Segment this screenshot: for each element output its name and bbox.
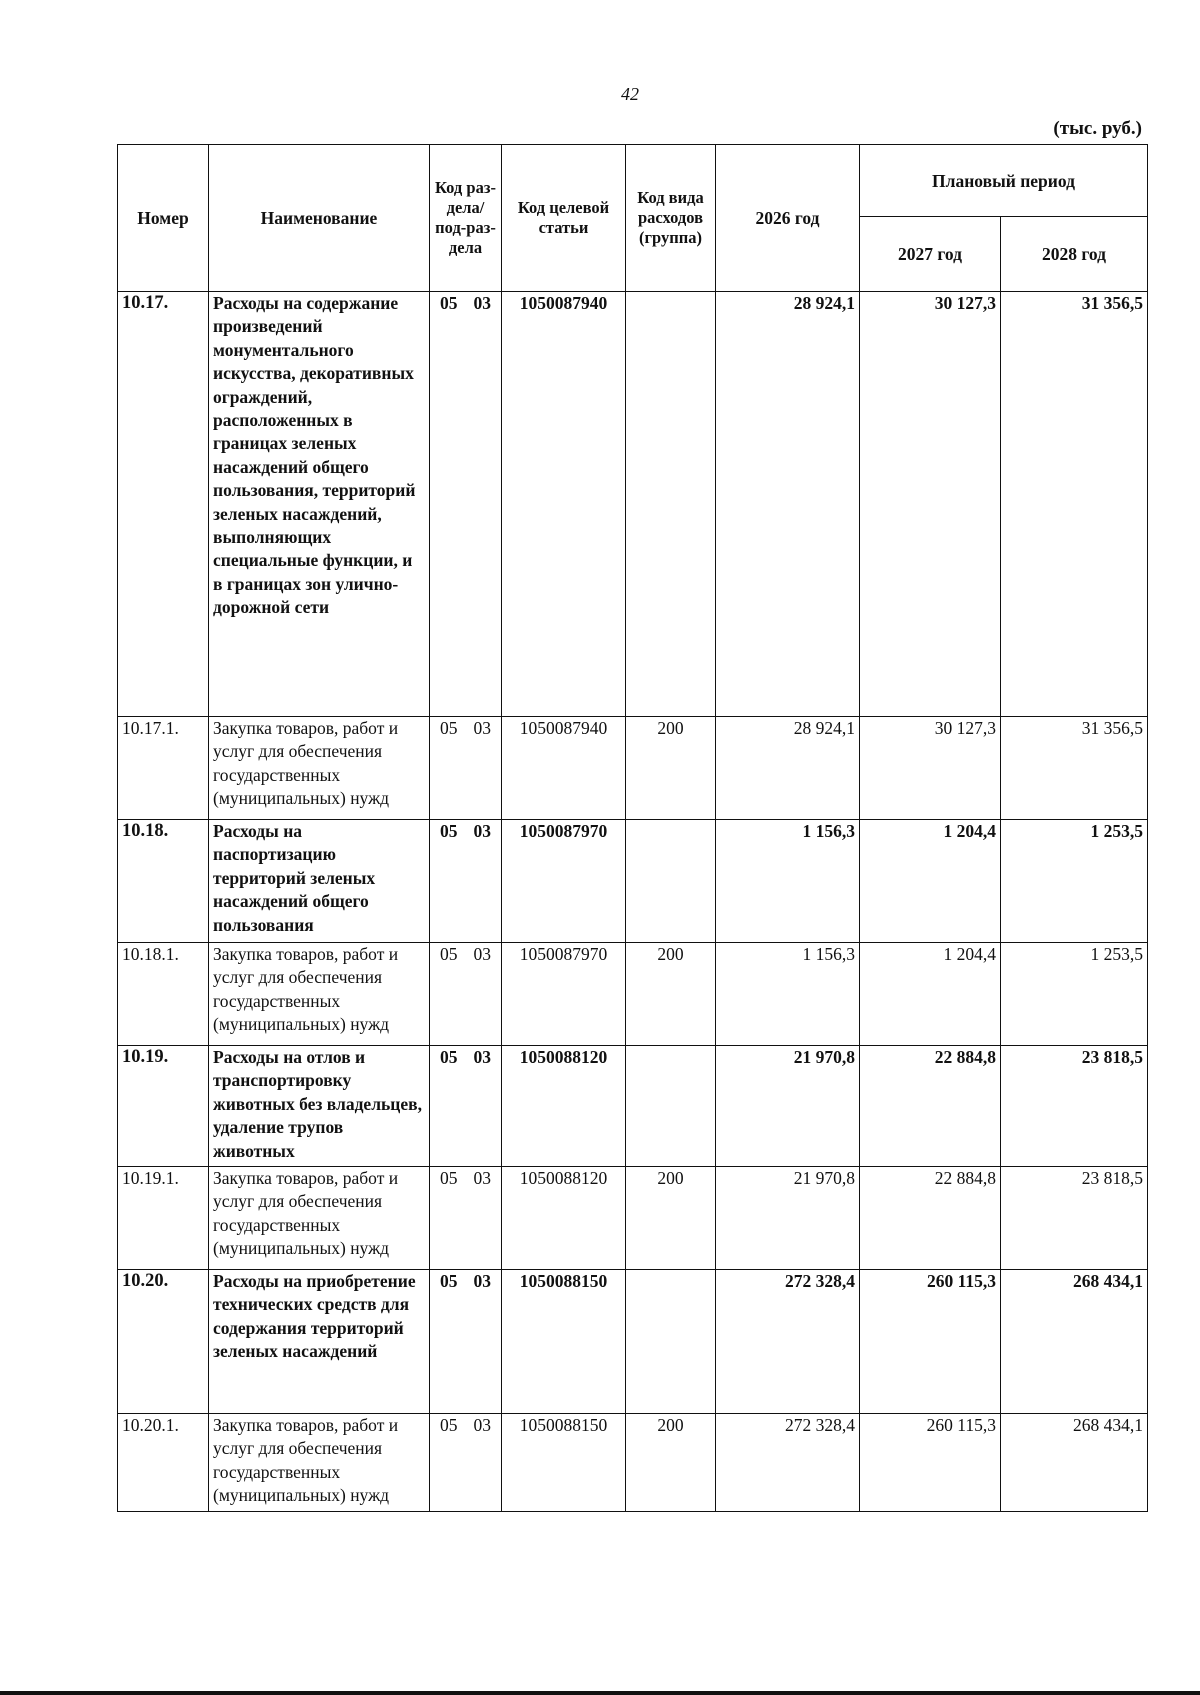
row-subsection: 03 bbox=[473, 293, 491, 313]
row-section: 05 bbox=[440, 293, 458, 313]
row-number: 10.20. bbox=[118, 1270, 209, 1414]
row-target-code: 1050088120 bbox=[502, 1046, 626, 1167]
row-section: 05 bbox=[440, 1047, 458, 1067]
header-name: Наименование bbox=[209, 145, 430, 292]
row-expense-kind: 200 bbox=[626, 717, 716, 820]
row-subsection: 03 bbox=[473, 1047, 491, 1067]
row-name: Закупка товаров, работ и услуг для обеспечения государственных (муниципальных) нужд bbox=[209, 1167, 430, 1270]
row-value-2027: 30 127,3 bbox=[860, 717, 1001, 820]
table-row bbox=[118, 1046, 1148, 1167]
row-name: Закупка товаров, работ и услуг для обеспечения государственных (муниципальных) нужд bbox=[209, 943, 430, 1046]
row-target-code: 1050087970 bbox=[502, 820, 626, 943]
row-value-2028: 23 818,5 bbox=[1001, 1046, 1148, 1167]
table-row bbox=[118, 820, 1148, 943]
row-number: 10.17. bbox=[118, 292, 209, 717]
row-target-code: 1050088150 bbox=[502, 1270, 626, 1414]
row-name: Закупка товаров, работ и услуг для обеспечения государственных (муниципальных) нужд bbox=[209, 1414, 430, 1512]
row-value-2028: 268 434,1 bbox=[1001, 1270, 1148, 1414]
row-value-2026: 272 328,4 bbox=[716, 1414, 860, 1512]
row-subsection: 03 bbox=[473, 1168, 491, 1188]
row-name: Расходы на паспортизацию территорий зеленых насаждений общего пользования bbox=[209, 820, 430, 943]
row-value-2027: 1 204,4 bbox=[860, 820, 1001, 943]
row-expense-kind bbox=[626, 820, 716, 943]
row-target-code: 1050087940 bbox=[502, 292, 626, 717]
row-value-2026: 21 970,8 bbox=[716, 1167, 860, 1270]
table-row bbox=[118, 1270, 1148, 1414]
row-value-2027: 30 127,3 bbox=[860, 292, 1001, 717]
row-section: 05 bbox=[440, 718, 458, 738]
row-section-code bbox=[430, 1414, 502, 1512]
row-expense-kind bbox=[626, 1046, 716, 1167]
row-value-2028: 1 253,5 bbox=[1001, 943, 1148, 1046]
row-value-2026: 28 924,1 bbox=[716, 717, 860, 820]
row-name: Расходы на отлов и транспортировку животных без владельцев, удаление трупов животных bbox=[209, 1046, 430, 1167]
header-section-code: Код раз-дела/ под-раз-дела bbox=[430, 145, 502, 292]
row-section-code bbox=[430, 1046, 502, 1167]
row-number: 10.18.1. bbox=[118, 943, 209, 1046]
row-subsection: 03 bbox=[473, 1271, 491, 1291]
page-number: 42 bbox=[621, 84, 639, 104]
row-target-code: 1050087970 bbox=[502, 943, 626, 1046]
row-value-2027: 1 204,4 bbox=[860, 943, 1001, 1046]
row-expense-kind: 200 bbox=[626, 1414, 716, 1512]
row-number: 10.19.1. bbox=[118, 1167, 209, 1270]
row-section-code bbox=[430, 943, 502, 1046]
header-expense-kind: Код вида расходов (группа) bbox=[626, 145, 716, 292]
row-value-2028: 1 253,5 bbox=[1001, 820, 1148, 943]
row-subsection: 03 bbox=[473, 944, 491, 964]
table-header bbox=[118, 145, 1148, 292]
table-row bbox=[118, 1414, 1148, 1512]
table-row bbox=[118, 1167, 1148, 1270]
row-target-code: 1050087940 bbox=[502, 717, 626, 820]
row-expense-kind bbox=[626, 1270, 716, 1414]
row-section: 05 bbox=[440, 821, 458, 841]
row-section: 05 bbox=[440, 944, 458, 964]
header-target-code: Код целевой статьи bbox=[502, 145, 626, 292]
table-row bbox=[118, 292, 1148, 717]
row-value-2027: 260 115,3 bbox=[860, 1270, 1001, 1414]
row-value-2026: 1 156,3 bbox=[716, 820, 860, 943]
row-target-code: 1050088120 bbox=[502, 1167, 626, 1270]
row-value-2027: 22 884,8 bbox=[860, 1046, 1001, 1167]
budget-table bbox=[117, 144, 1148, 1512]
row-value-2026: 21 970,8 bbox=[716, 1046, 860, 1167]
header-year-2026: 2026 год bbox=[716, 145, 860, 292]
row-section: 05 bbox=[440, 1415, 458, 1435]
row-name: Закупка товаров, работ и услуг для обеспечения государственных (муниципальных) нужд bbox=[209, 717, 430, 820]
header-planned-period: Плановый период bbox=[860, 145, 1148, 217]
row-name: Расходы на приобретение технических средств для содержания территорий зеленых насаждений bbox=[209, 1270, 430, 1414]
row-section-code bbox=[430, 717, 502, 820]
table-body bbox=[118, 292, 1148, 1512]
row-value-2028: 268 434,1 bbox=[1001, 1414, 1148, 1512]
row-section: 05 bbox=[440, 1168, 458, 1188]
header-year-2028: 2028 год bbox=[1001, 217, 1148, 292]
row-number: 10.18. bbox=[118, 820, 209, 943]
row-value-2026: 1 156,3 bbox=[716, 943, 860, 1046]
row-expense-kind bbox=[626, 292, 716, 717]
row-target-code: 1050088150 bbox=[502, 1414, 626, 1512]
row-section: 05 bbox=[440, 1271, 458, 1291]
row-subsection: 03 bbox=[473, 718, 491, 738]
row-value-2027: 22 884,8 bbox=[860, 1167, 1001, 1270]
row-value-2026: 28 924,1 bbox=[716, 292, 860, 717]
row-number: 10.19. bbox=[118, 1046, 209, 1167]
row-section-code bbox=[430, 820, 502, 943]
row-value-2028: 31 356,5 bbox=[1001, 292, 1148, 717]
table-row bbox=[118, 717, 1148, 820]
unit-label: (тыс. руб.) bbox=[1053, 118, 1142, 139]
row-expense-kind: 200 bbox=[626, 943, 716, 1046]
header-year-2027: 2027 год bbox=[860, 217, 1001, 292]
row-expense-kind: 200 bbox=[626, 1167, 716, 1270]
row-section-code bbox=[430, 1167, 502, 1270]
row-subsection: 03 bbox=[473, 821, 491, 841]
row-name: Расходы на содержание произведений монументального искусства, декоративных ограждений, расположенных в границах зеленых насаждений общего пользования, территорий зеленых насаждений, выполняющих специальные функции, и в границах зон улично-дорожной сети bbox=[209, 292, 430, 717]
row-value-2026: 272 328,4 bbox=[716, 1270, 860, 1414]
table-row bbox=[118, 943, 1148, 1046]
row-number: 10.20.1. bbox=[118, 1414, 209, 1512]
row-section-code bbox=[430, 1270, 502, 1414]
row-subsection: 03 bbox=[473, 1415, 491, 1435]
row-value-2027: 260 115,3 bbox=[860, 1414, 1001, 1512]
row-value-2028: 31 356,5 bbox=[1001, 717, 1148, 820]
header-number: Номер bbox=[118, 145, 209, 292]
row-number: 10.17.1. bbox=[118, 717, 209, 820]
row-section-code bbox=[430, 292, 502, 717]
row-value-2028: 23 818,5 bbox=[1001, 1167, 1148, 1270]
